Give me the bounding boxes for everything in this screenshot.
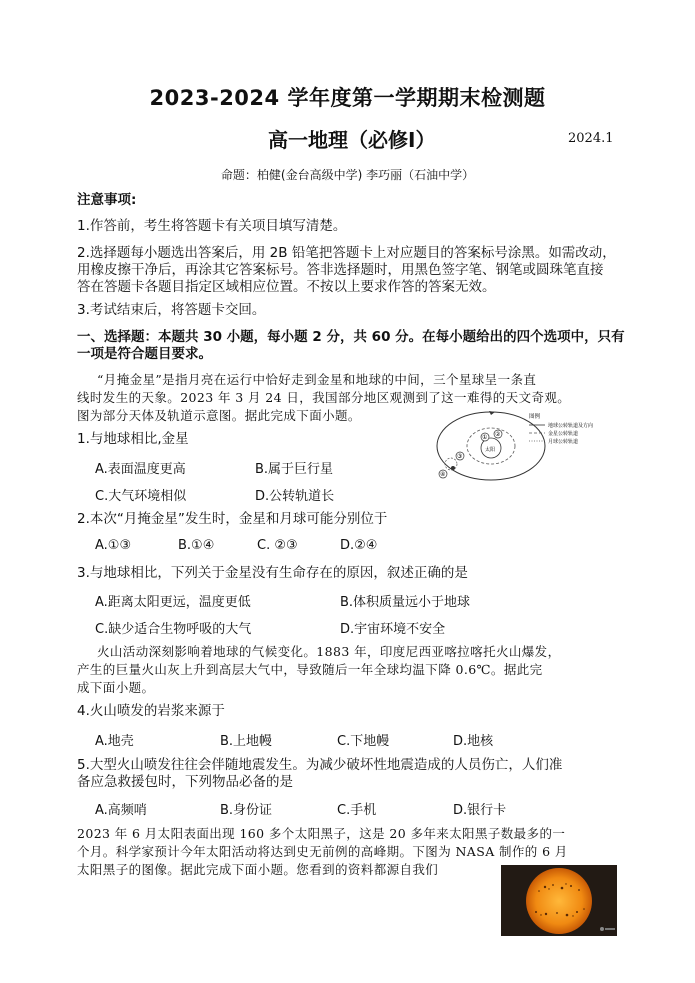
legend-item: 地球公转轨道及方向	[548, 423, 594, 429]
marker-3-label: ③	[457, 453, 463, 460]
exam-date: 2024.1	[568, 131, 614, 146]
watermark-text	[605, 928, 615, 930]
note-line: 答在答题卡各题目指定区域相应位置。不按以上要求作答的答案无效。	[77, 279, 496, 295]
marker-2-label: ②	[495, 431, 501, 438]
passage-line: 线时发生的天象。2023 年 3 月 24 日，我国部分地区观测到了这一难得的天文奇观。	[77, 390, 571, 405]
marker-4-label: ④	[440, 471, 446, 478]
legend-item: 月球公转轨道	[548, 439, 579, 445]
watermark-icon	[600, 927, 604, 931]
exam-authors: 命题：柏健(金台高级中学) 李巧丽（石油中学）	[220, 168, 475, 182]
notes-heading: 注意事项:	[77, 192, 137, 208]
passage-line: 图为部分天体及轨道示意图。据此完成下面小题。	[77, 408, 361, 423]
earth-dot	[451, 466, 455, 470]
passage-line: “月掩金星”是指月亮在运行中恰好走到金星和地球的中间，三个星球呈一条直	[97, 372, 537, 387]
legend-title: 图例	[529, 414, 541, 420]
option-c: C.手机	[337, 803, 377, 818]
passage-line: 产生的巨量火山灰上升到高层大气中，导致随后一年全球均温下降 0.6℃。据此完	[77, 662, 543, 677]
option-b: B.体积质量远小于地球	[340, 595, 471, 610]
option-c: C. ②③	[257, 538, 298, 553]
exam-title: 2023-2024 学年度第一学期期末检测题	[149, 86, 546, 110]
option-c: C.下地幔	[337, 734, 390, 749]
orbit-diagram-svg	[433, 408, 623, 488]
sun-label: 太阳	[485, 447, 496, 453]
option-d: D.宇宙环境不安全	[340, 622, 446, 637]
sun-disk	[526, 868, 592, 934]
option-b: B.①④	[178, 538, 215, 553]
orbit-diagram	[433, 408, 623, 488]
question-stem: 5.大型火山喷发往往会伴随地震发生。为减少破坏性地震造成的人员伤亡，人们准	[77, 757, 563, 773]
option-a: A.高频哨	[95, 803, 147, 818]
note-line: 用橡皮擦干净后，再涂其它答案标号。答非选择题时，用黑色签字笔、钢笔或圆珠笔直接	[77, 262, 604, 278]
question-stem: 2.本次“月掩金星”发生时，金星和月球可能分别位于	[77, 511, 388, 527]
section-heading: 一、选择题：本题共 30 小题，每小题 2 分，共 60 分。在每小题给出的四个选项中，只有	[77, 329, 625, 345]
option-a: A.表面温度更高	[95, 462, 186, 477]
marker-1-label: ①	[482, 434, 488, 441]
passage-line: 成下面小题。	[77, 680, 155, 695]
note-line: 3.考试结束后，将答题卡交回。	[77, 302, 266, 318]
option-a: A.地壳	[95, 734, 134, 749]
question-stem: 3.与地球相比，下列关于金星没有生命存在的原因，叙述正确的是	[77, 565, 468, 581]
sunspot-image	[501, 865, 617, 936]
note-line: 2.选择题每小题选出答案后，用 2B 铅笔把答题卡上对应题目的答案标号涂黑。如需改动，	[77, 245, 616, 261]
moon-orbit	[445, 458, 457, 470]
passage-line: 火山活动深刻影响着地球的气候变化。1883 年，印度尼西亚喀拉喀托火山爆发，	[97, 644, 561, 659]
question-stem: 备应急救援包时，下列物品必备的是	[77, 774, 293, 790]
passage-line: 2023 年 6 月太阳表面出现 160 多个太阳黑子，这是 20 多年来太阳黑子数最多的一	[77, 826, 566, 841]
option-b: B.属于巨行星	[255, 462, 334, 477]
option-d: D.地核	[453, 734, 494, 749]
question-stem: 1.与地球相比,金星	[77, 431, 189, 447]
option-c: C.缺少适合生物呼吸的大气	[95, 622, 252, 637]
question-stem: 4.火山喷发的岩浆来源于	[77, 703, 225, 719]
note-line: 1.作答前，考生将答题卡有关项目填写清楚。	[77, 218, 347, 234]
option-b: B.上地幔	[220, 734, 273, 749]
exam-subtitle: 高一地理（必修Ⅰ）	[268, 128, 436, 152]
option-b: B.身份证	[220, 803, 273, 818]
legend-item: 金星公转轨道	[548, 431, 579, 437]
option-d: D.②④	[340, 538, 378, 553]
option-a: A.距离太阳更远，温度更低	[95, 595, 251, 610]
passage-line: 个月。科学家预计今年太阳活动将达到史无前例的高峰期。下图为 NASA 制作的 6 月	[77, 844, 568, 859]
sunspot-image-svg	[501, 865, 617, 936]
option-a: A.①③	[95, 538, 132, 553]
option-c: C.大气环境相似	[95, 489, 187, 504]
section-heading: 一项是符合题目要求。	[77, 346, 212, 362]
passage-line: 太阳黑子的图像。据此完成下面小题。您看到的资料都源自我们	[77, 862, 439, 877]
option-d: D.公转轨道长	[255, 489, 335, 504]
option-d: D.银行卡	[453, 803, 507, 818]
